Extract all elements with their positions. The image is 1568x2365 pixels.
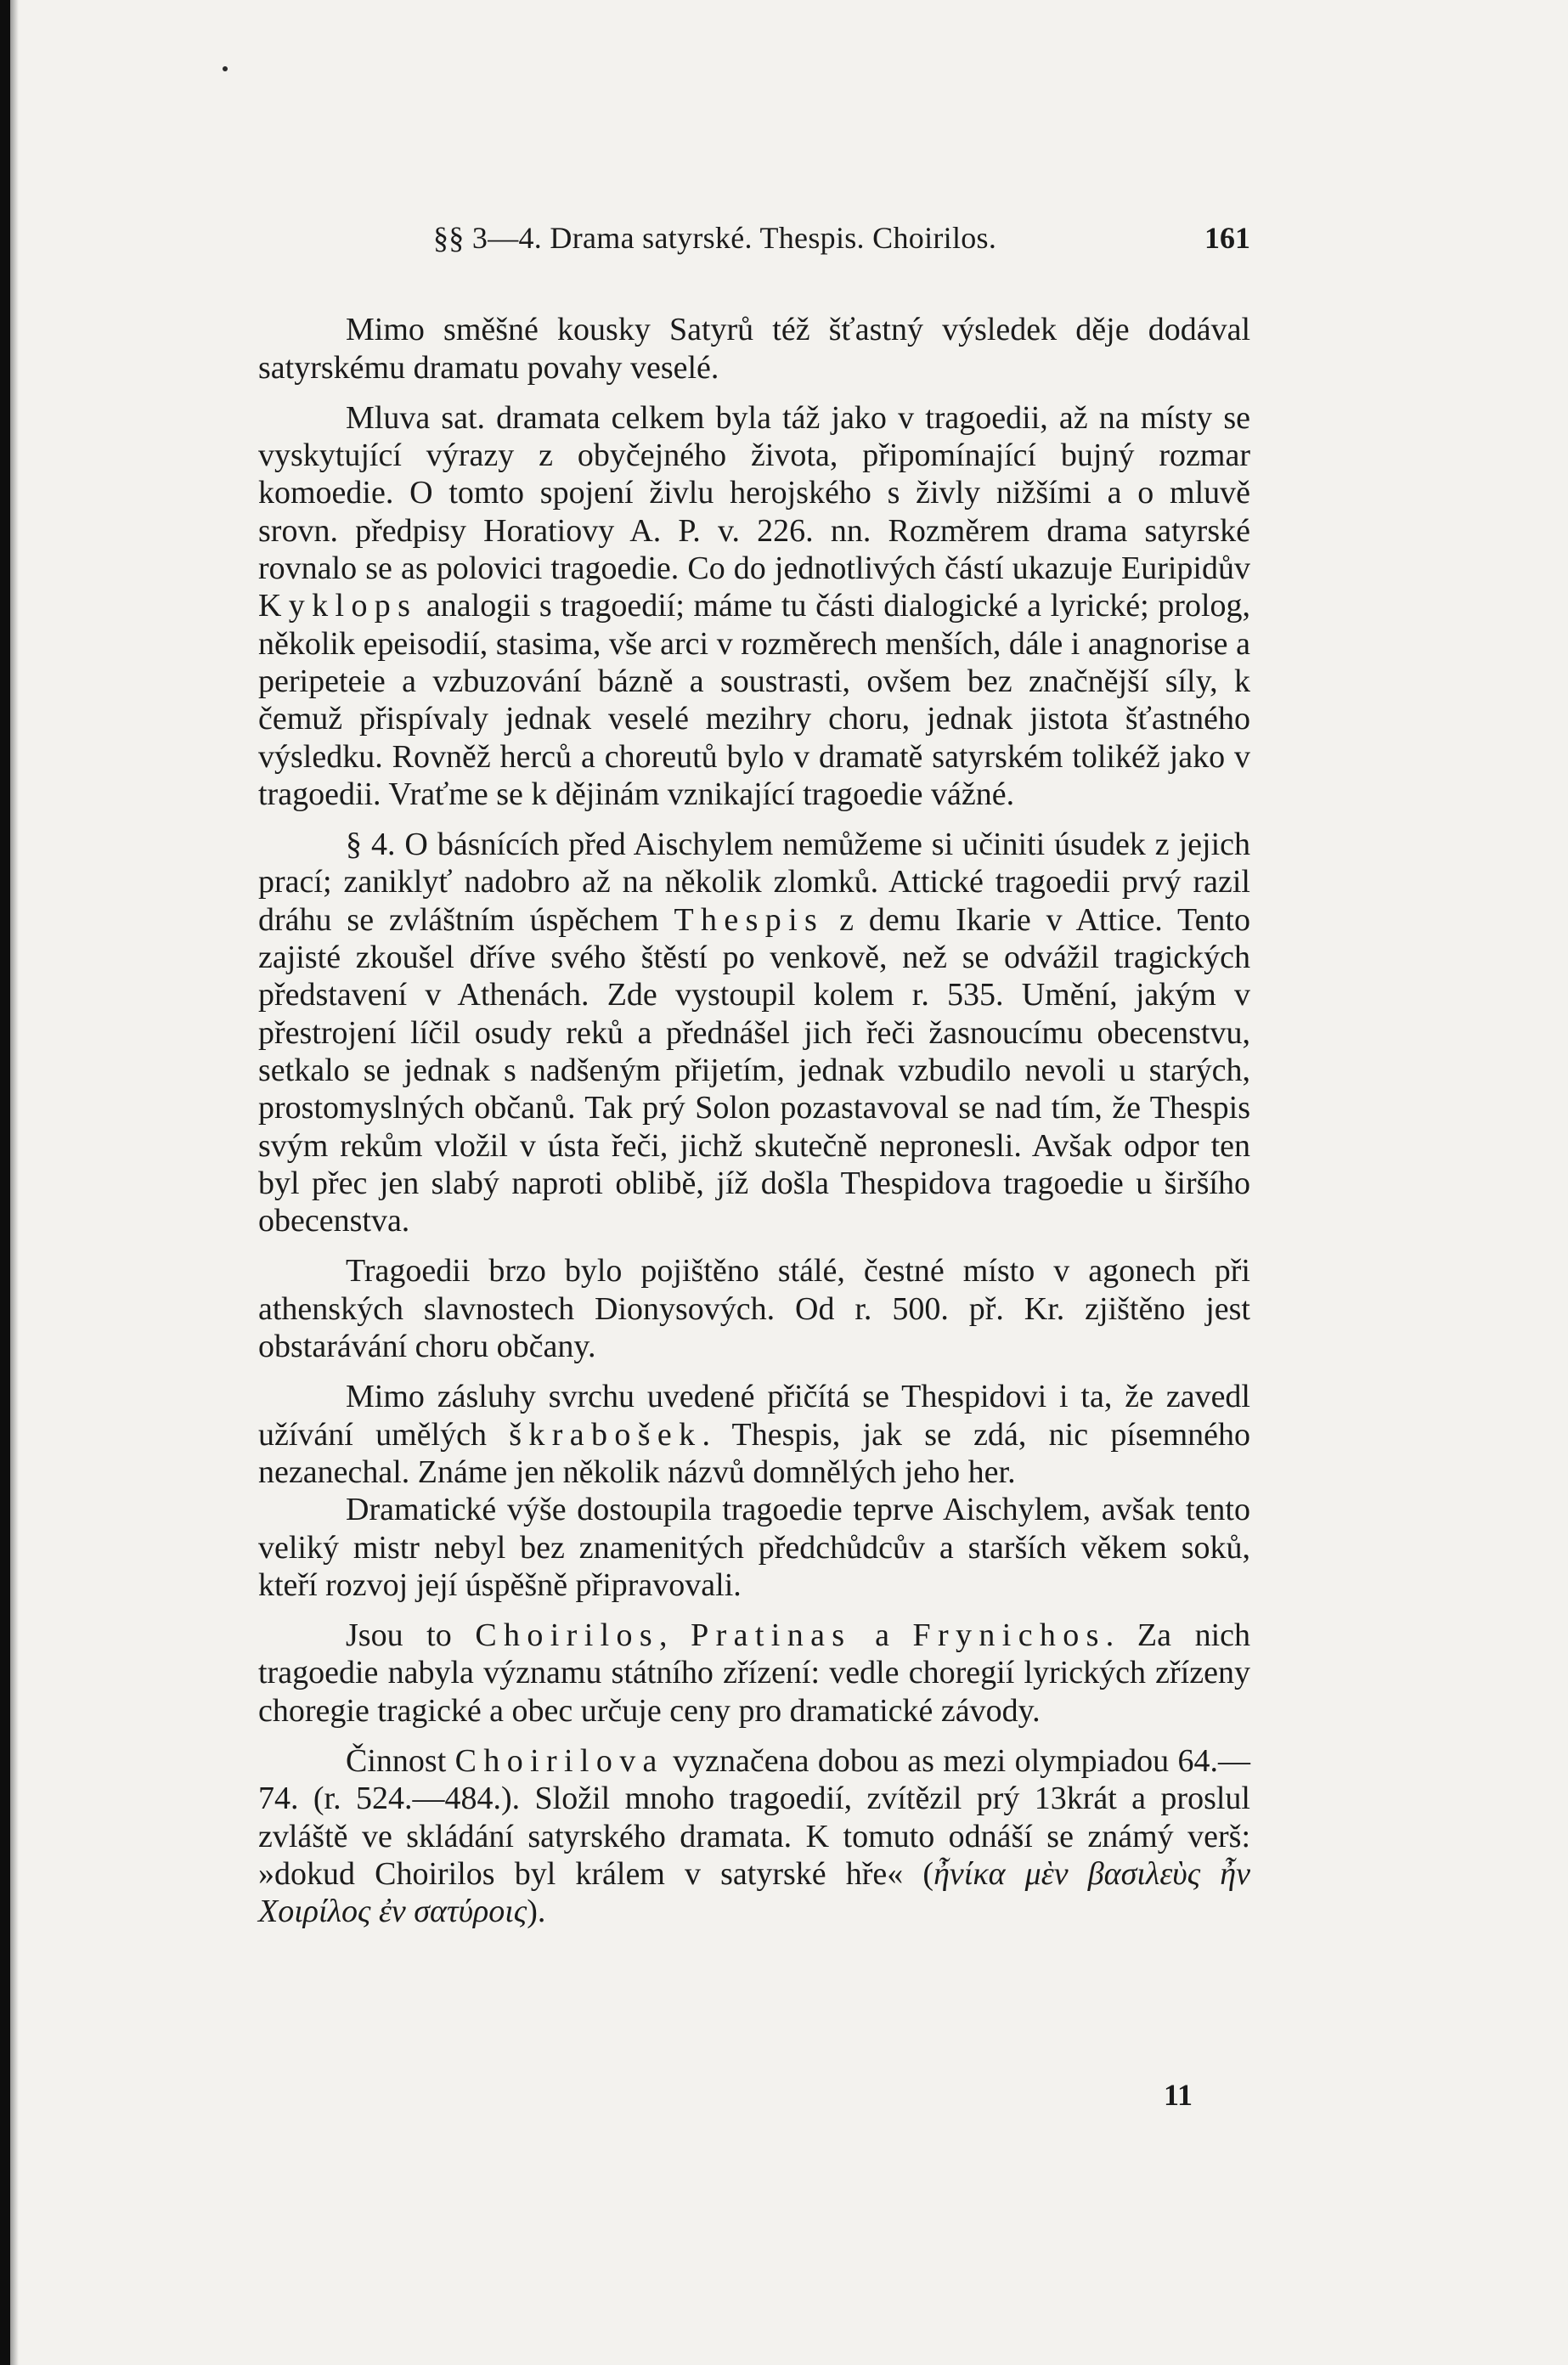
paragraph bbox=[258, 1378, 1250, 1491]
speck-mark bbox=[223, 66, 228, 71]
signature-mark: 11 bbox=[1164, 2078, 1193, 2112]
spaced-name: Pratinas bbox=[691, 1617, 852, 1654]
paragraph bbox=[258, 1252, 1250, 1365]
body-text bbox=[258, 311, 1250, 1930]
text-run: ). bbox=[527, 1894, 546, 1930]
page-text bbox=[258, 219, 1250, 1930]
text-run: vyznačena dobou as mezi olympiadou 64.—74. (r. 524.—484.). Složil mnoho tragoedií, zvítězil prý 13krát a proslul zvláště ve skládání satyrského dramata. K tomuto odnáší se známý verš: »dokud Choirilos byl králem v satyrské hře« ( bbox=[258, 1742, 1250, 1892]
text-run: Mimo směšné kousky Satyrů též šťastný výsledek děje dodával satyrskému dramatu povahy veselé. bbox=[258, 312, 1250, 386]
header-title: §§ 3—4. Drama satyrské. Thespis. Choirilos. bbox=[433, 221, 997, 255]
text-run: z demu Ikarie v Attice. Tento zajisté zkoušel dříve svého štěstí po venkově, než se odvážil tragických představení v Athenách. Zde vystoupil kolem r. 535. Umění, jakým v přestrojení líčil osudy reků a přednášel jich řeči žasnoucímu obecenstvu, setkalo se jednak s nadšeným přijetím, jednak vzbudilo nevoli u starých, prostomyslných občanů. Tak prý Solon pozastavoval se nad tím, že Thespis svým rekům vložil v ústa řeči, jichž skutečně nepronesli. Avšak odpor ten byl přec jen slabý naproti oblibě, jíž došla Thespidova tragoedie u širšího obecenstva. bbox=[258, 901, 1250, 1239]
text-run: Činnost bbox=[346, 1742, 455, 1779]
text-run: Mluva sat. dramata celkem byla táž jako v tragoedii, až na místy se vyskytující výrazy z obyčejného života, připomínající bujný rozmar komoedie. O tomto spojení živlu herojského s živly nižšími a o mluvě srovn. předpisy Horatiovy A. P. v. 226. nn. Rozměrem drama satyrské rovnalo se as polovici tragoedie. Co do jednotlivých částí ukazuje Euripidův bbox=[258, 399, 1250, 587]
page-edge-shadow bbox=[10, 0, 19, 2365]
paragraph bbox=[258, 826, 1250, 1239]
spaced-name: Kyklops bbox=[258, 588, 418, 624]
text-run: . Za nich tragoedie nabyla významu státního zřízení: vedle choregií lyrických zřízeny choregie tragické a obec určuje ceny pro dramatické závody. bbox=[258, 1617, 1250, 1729]
spaced-name: Frynichos bbox=[912, 1617, 1106, 1654]
running-header bbox=[433, 219, 1250, 257]
spaced-name: Choirilos bbox=[475, 1617, 660, 1654]
paragraph bbox=[258, 1617, 1250, 1730]
text-run: Dramatické výše dostoupila tragoedie teprve Aischylem, avšak tento veliký mistr nebyl bez znamenitých předchůdcův a starších věkem soků, kteří rozvoj její úspěšně připravovali. bbox=[258, 1492, 1250, 1603]
spaced-name: Thespis bbox=[674, 901, 825, 938]
page-number: 161 bbox=[1204, 221, 1250, 255]
paragraph bbox=[258, 311, 1250, 387]
text-run: analogii s tragoedií; máme tu části dialogické a lyrické; prolog, několik epeisodií, stasima, vše arci v rozměrech menších, dále i anagnorise a peripeteie a vzbuzování bázně a soustrasti, ovšem bez značnější síly, k čemuž přispívaly jednak veselé mezihry choru, jednak jistota šťastného výsledku. Rovněž herců a choreutů bylo v dramatě satyrském tolikéž jako v tragoedii. Vraťme se k dějinám vznikající tragoedie vážné. bbox=[258, 588, 1250, 812]
text-run: Mimo zásluhy svrchu uvedené přičítá se Thespidovi i ta, že zavedl užívání umělých bbox=[258, 1379, 1250, 1453]
paragraph bbox=[258, 1742, 1250, 1930]
spaced-name: škrabošek bbox=[509, 1416, 702, 1453]
text-run: , bbox=[659, 1617, 691, 1654]
paragraph bbox=[258, 399, 1250, 813]
text-run: § 4. O básnících před Aischylem nemůžeme si učiniti úsudek z jejich prací; zaniklyť nadobro až na několik zlomků. Attické tragoedii prvý razil dráhu se zvláštním úspěchem bbox=[258, 827, 1250, 938]
text-run: . Thespis, jak se zdá, nic písemného nezanechal. Známe jen několik názvů domnělých jeho her. bbox=[258, 1416, 1250, 1490]
text-run: Tragoedii brzo bylo pojištěno stálé, čestné místo v agonech při athenských slavnostech Dionysových. Od r. 500. př. Kr. zjištěno jest obstarávání choru občany. bbox=[258, 1253, 1250, 1365]
paragraph bbox=[258, 1491, 1250, 1604]
greek-quote: ἦνίκα μὲν βασιλεὺς ἦν Χοιρίλος ἐν σατύροις bbox=[258, 1855, 1250, 1930]
text-run: Jsou to bbox=[346, 1617, 476, 1654]
text-run: a bbox=[851, 1617, 913, 1654]
spaced-name: Choirilova bbox=[454, 1742, 664, 1779]
